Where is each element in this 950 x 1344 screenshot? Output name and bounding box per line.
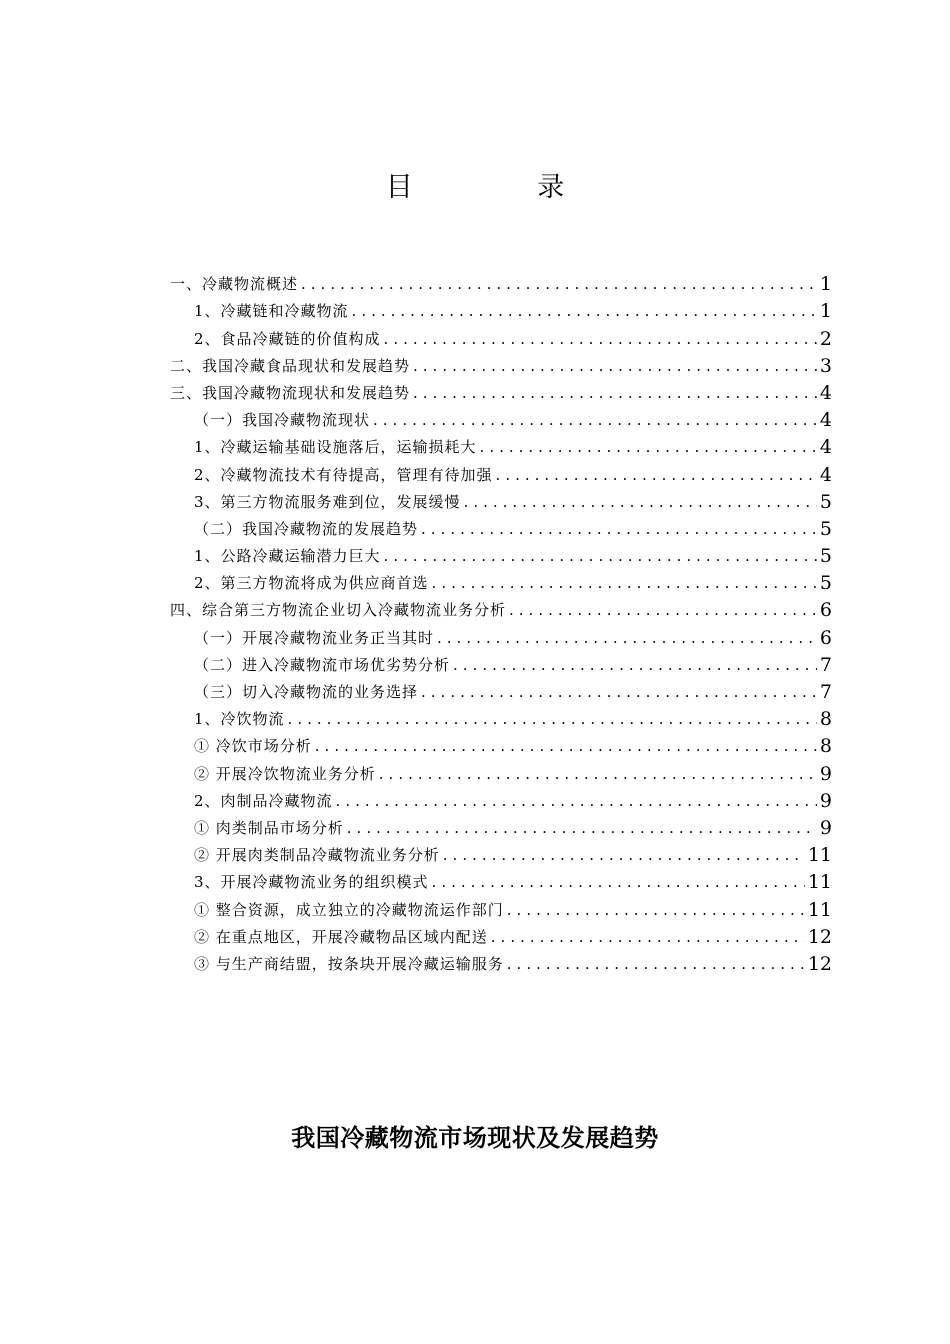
toc-entry-text: 3、第三方物流服务难到位，发展缓慢 (194, 492, 461, 511)
toc-leader-dots (453, 655, 817, 675)
toc-entry[interactable] (170, 811, 832, 838)
toc-entry-text: ② 开展肉类制品冷藏物流业务分析 (194, 846, 440, 865)
toc-entry[interactable] (170, 620, 832, 647)
toc-leader-dots (352, 301, 817, 321)
toc-entry-text: （二）我国冷藏物流的发展趋势 (194, 519, 419, 538)
toc-leader-dots (509, 600, 817, 620)
toc-entry-text: 一、冷藏物流概述 (170, 275, 299, 294)
toc-entry[interactable] (170, 865, 832, 892)
toc-entry[interactable] (170, 566, 832, 593)
toc-entry[interactable] (170, 349, 832, 376)
toc-leader-dots (413, 383, 817, 403)
toc-leader-dots (301, 274, 817, 294)
toc-entry-text: 3、开展冷藏物流业务的组织模式 (194, 873, 429, 892)
toc-leader-dots (432, 872, 805, 892)
toc-page-number: 6 (819, 626, 832, 648)
toc-page-number: 3 (819, 354, 832, 376)
toc-entry-text: 三、我国冷藏物流现状和发展趋势 (170, 383, 411, 402)
toc-page-number: 4 (819, 463, 832, 485)
toc-entry-text: （一）开展冷藏物流业务正当其时 (194, 628, 435, 647)
toc-page-number: 5 (819, 572, 832, 594)
toc-page-number: 7 (819, 653, 832, 675)
toc-page-number: 4 (819, 409, 832, 431)
toc-page-number: 5 (819, 490, 832, 512)
toc-leader-dots (384, 329, 817, 349)
toc-leader-dots (379, 764, 817, 784)
toc-entry-text: ③ 与生产商结盟，按条块开展冷藏运输服务 (194, 954, 504, 973)
toc-leader-dots (288, 709, 817, 729)
toc-page-number: 4 (819, 381, 832, 403)
toc-entry[interactable] (170, 947, 832, 974)
toc-leader-dots (443, 845, 805, 865)
toc-leader-dots (464, 492, 817, 512)
toc-entry[interactable] (170, 838, 832, 865)
toc-leader-dots (347, 818, 817, 838)
toc-page-number: 7 (819, 681, 832, 702)
toc-page-number: 11 (807, 844, 832, 866)
toc-page-number: 11 (807, 898, 832, 920)
toc-page-number: 9 (819, 762, 832, 784)
toc-leader-dots (413, 356, 817, 376)
toc-leader-dots (373, 410, 817, 430)
toc-entry-text: 2、冷藏物流技术有待提高，管理有待加强 (194, 465, 493, 484)
toc-entry-text: （二）进入冷藏物流市场优劣势分析 (194, 655, 451, 674)
toc-entry-text: 四、综合第三方物流企业切入冷藏物流业务分析 (170, 601, 507, 620)
toc-entry[interactable] (170, 294, 832, 321)
toc-page-number: 11 (807, 871, 832, 893)
toc-entry[interactable] (170, 593, 832, 620)
toc-entry-text: 二、我国冷藏食品现状和发展趋势 (170, 356, 411, 375)
toc-entry[interactable] (170, 376, 832, 403)
toc-entry-text: 1、冷藏链和冷藏物流 (194, 302, 349, 321)
toc-page-number: 8 (819, 735, 832, 757)
toc-leader-dots (336, 791, 817, 811)
toc-page-number: 12 (807, 925, 832, 947)
toc-entry[interactable] (170, 539, 832, 566)
toc-leader-dots (421, 682, 817, 702)
toc-entry-text: 1、公路冷藏运输潜力巨大 (194, 547, 381, 566)
toc-entry[interactable] (170, 512, 832, 539)
toc-page-number: 5 (819, 545, 832, 567)
toc-entry-text: （三）切入冷藏物流的业务选择 (194, 683, 419, 701)
toc-entry-text: 1、冷饮物流 (194, 710, 285, 729)
toc-entry-text: 2、第三方物流将成为供应商首选 (194, 574, 429, 593)
toc-entry[interactable] (170, 702, 832, 729)
toc-page-number: 4 (819, 436, 832, 458)
toc-entry-text: ② 开展冷饮物流业务分析 (194, 764, 376, 783)
toc-entry-text: 2、肉制品冷藏物流 (194, 791, 333, 810)
toc-entry-text: ① 整合资源，成立独立的冷藏物流运作部门 (194, 900, 504, 919)
toc-entry[interactable] (170, 457, 832, 484)
toc-entry[interactable] (170, 729, 832, 756)
toc-leader-dots (496, 465, 817, 485)
toc-entry[interactable] (170, 430, 832, 457)
toc-leader-dots (507, 900, 805, 920)
toc-leader-dots (421, 519, 817, 539)
toc-page-number: 12 (807, 952, 832, 974)
toc-entry-text: ② 在重点地区，开展冷藏物品区域内配送 (194, 927, 488, 946)
toc-entry[interactable] (170, 892, 832, 919)
toc-page-number: 9 (819, 789, 832, 811)
toc-leader-dots (315, 736, 817, 756)
toc-entry-text: 2、食品冷藏链的价值构成 (194, 329, 381, 348)
toc-page-number: 2 (819, 327, 832, 349)
toc-entry[interactable] (170, 321, 832, 348)
toc-page-number: 5 (819, 517, 832, 539)
toc-leader-dots (507, 954, 805, 974)
toc-page-number: 6 (819, 599, 832, 621)
toc-entry[interactable] (170, 485, 832, 512)
toc-page-number: 1 (819, 300, 832, 322)
toc-title: 目 录 (385, 172, 623, 203)
document-title: 我国冷藏物流市场现状及发展趋势 (291, 1124, 659, 1152)
table-of-contents (170, 267, 832, 974)
toc-entry[interactable] (170, 267, 832, 294)
toc-leader-dots (432, 573, 817, 593)
toc-page-number: 1 (819, 273, 832, 295)
toc-entry[interactable] (170, 648, 832, 675)
toc-leader-dots (491, 927, 805, 947)
toc-leader-dots (437, 628, 817, 648)
toc-entry[interactable] (170, 756, 832, 783)
toc-entry-text: 1、冷藏运输基础设施落后，运输损耗大 (194, 438, 477, 457)
toc-entry-text: ① 冷饮市场分析 (194, 737, 312, 756)
toc-page-number: 9 (819, 816, 832, 838)
toc-entry[interactable] (170, 675, 832, 702)
toc-entry-text: ① 肉类制品市场分析 (194, 818, 344, 837)
toc-leader-dots (384, 546, 817, 566)
toc-leader-dots (480, 437, 817, 457)
toc-page-number: 8 (819, 708, 832, 730)
toc-entry[interactable] (170, 784, 832, 811)
toc-entry[interactable] (170, 403, 832, 430)
toc-entry[interactable] (170, 920, 832, 947)
toc-entry-text: （一）我国冷藏物流现状 (194, 411, 371, 430)
